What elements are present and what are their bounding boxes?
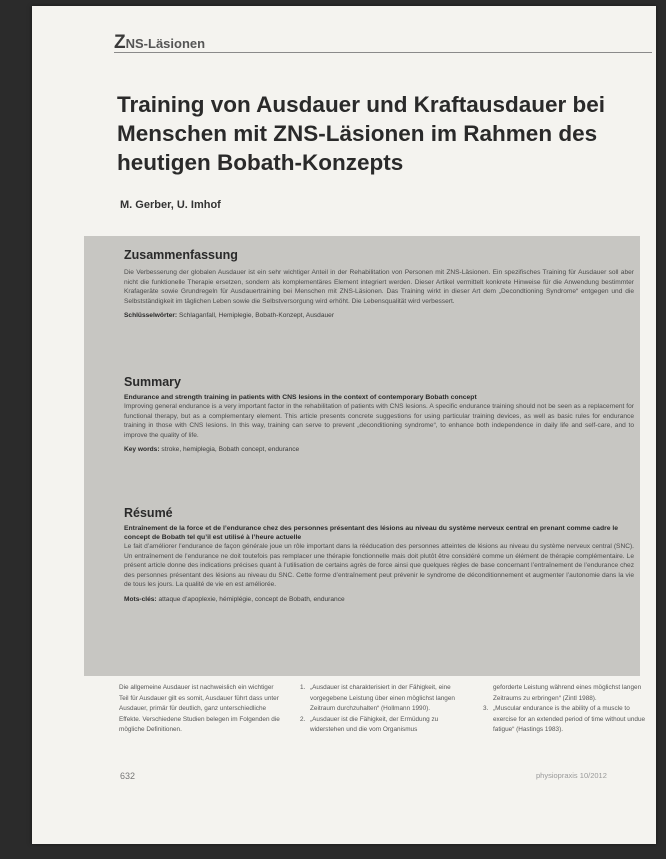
definition-text: „Muscular endurance is the ability of a muscle to exercise for an extended period of time without undue fatigue“ (Hastings 1983). — [493, 705, 646, 733]
summary-body: Improving general endurance is a very important factor in the rehabilitation of patients with CNS lesions. A specific endurance training should not be seen as a replacement for functional therapy, but as a complementary element. This article presents concrete suggestions for using particular training devices, as well as basic rules for endurance training in those with CNS lesions. In this way, training can serve to prevent „deconditioning syndrome“, to enhance both independence in daily life and self-care, and to improve the quality of life. — [124, 403, 634, 439]
definition-text: „Ausdauer ist die Fähigkeit, der Ermüdung zu widerstehen und die vom Organismus — [310, 715, 439, 733]
zusammenfassung-keywords — [124, 312, 634, 319]
resume-body: Le fait d’améliorer l’endurance de façon générale joue un rôle important dans la rééducation des personnes atteintes de lésions au niveau du système nerveux central (SNC). Un entraînement de l’endurance ne doit toutefois pas remplacer une thérapie fonctionnelle mais doit plutôt être considéré comme un élément de thérapie complémentaire. Le présent article donne des indications précises quant à l’utilisation de certains agrès de force ainsi que quelques règles de base concernant l’entraînement de l’endurance chez des personnes présentant des lésions au niveau du SNC. Cette forme d’entraînement peut prévenir le syndrome de déconditionnement et augmenter l’autonomie dans la vie de tous les jours. La qualité de vie en est améliorée. — [124, 543, 634, 589]
definition-number: 2. — [300, 715, 306, 723]
summary-keywords-text: stroke, hemiplegia, Bobath concept, endurance — [161, 446, 300, 454]
section-label — [114, 32, 205, 54]
zusammenfassung-body: Die Verbesserung der globalen Ausdauer ist ein sehr wichtiger Anteil in der Rehabilitation von Personen mit ZNS-Läsionen. Ein spezifisches Training für Ausdauer soll aber nicht die funktionelle Therapie ersetzen, sondern als komplementäres Element integriert werden. Dieser Artikel vermittelt konkrete Hinweise für die Anwendung bestimmter Krafageräte sowie Grundregeln für Ausdauertraining bei Menschen mit ZNS-Läsionen. Das Training wirkt in dieser Art dem „Decondtioning Syndrome“ entgegen und die Selbstständigkeit im täglichen Leben sowie die Selbstversorgung wird erhöht. Die Lebensqualität wird verbessert. — [124, 269, 634, 305]
definition-item — [483, 704, 648, 736]
definition-item — [300, 715, 470, 736]
summary-keywords — [124, 446, 634, 453]
definition-text: „Ausdauer ist charakterisiert in der Fähigkeit, eine vorgegebene Leistung über einen möglichst langen Zeitraum durchzuhalten“ (Hollmann 1990). — [310, 684, 455, 712]
journal-reference: physiopraxis 10/2012 — [536, 771, 607, 780]
resume-heading: Résumé — [124, 506, 173, 520]
summary-keywords-label: Key words: — [124, 446, 160, 454]
definition-number — [483, 683, 493, 704]
resume-keywords — [124, 596, 634, 603]
zusammenfassung-heading: Zusammenfassung — [124, 248, 238, 262]
zusammenfassung-keywords-label: Schlüsselwörter: — [124, 312, 178, 320]
summary-subtitle: Endurance and strength training in patients with CNS lesions in the context of contemporary Bobath concept — [124, 394, 477, 401]
article-title: Training von Ausdauer und Kraftausdauer bei Menschen mit ZNS-Läsionen im Rahmen des heutigen Bobath-Konzepts — [117, 92, 605, 175]
section-label-rest: NS-Läsionen — [125, 36, 206, 51]
zusammenfassung-section — [124, 248, 634, 319]
page-number: 632 — [120, 771, 136, 781]
resume-keywords-text: attaque d’apoplexie, hémiplégie, concept de Bobath, endurance — [158, 595, 345, 603]
resume-keywords-label: Mots-clés: — [124, 595, 157, 603]
definition-text: geforderte Leistung während eines möglichst langen Zeitraums zu erbringen“ (Zintl 1988). — [493, 684, 642, 702]
body-column-1: Die allgemeine Ausdauer ist nachweislich ein wichtiger Teil für Ausdauer gilt es somit, Ausdauer führt dass unter Ausdauer, primär für deutlich, ganz unterschiedliche Effekte. Verschiedene Studien belegen im Folgenden die mögliche Definitionen. — [119, 684, 280, 733]
summary-section — [124, 375, 634, 453]
summary-heading: Summary — [124, 375, 181, 389]
zusammenfassung-keywords-text: Schlaganfall, Hemiplegie, Bobath-Konzept, Ausdauer — [178, 312, 335, 320]
section-divider — [114, 52, 652, 53]
article-authors: M. Gerber, U. Imhof — [120, 199, 221, 211]
definition-item — [483, 683, 648, 704]
definition-item — [300, 683, 470, 715]
resume-subtitle: Entraînement de la force et de l’endurance chez des personnes présentant des lésions au niveau du système nerveux central en prenant comme cadre le concept de Bobath tel qu’il est utilisé à l’heure actuelle — [124, 525, 619, 541]
body-column-3 — [483, 683, 648, 736]
section-label-initial: Z — [114, 32, 126, 53]
definition-number: 3. — [483, 705, 489, 712]
definition-number: 1. — [300, 684, 306, 691]
resume-section — [124, 506, 634, 603]
body-column-2 — [300, 683, 470, 736]
